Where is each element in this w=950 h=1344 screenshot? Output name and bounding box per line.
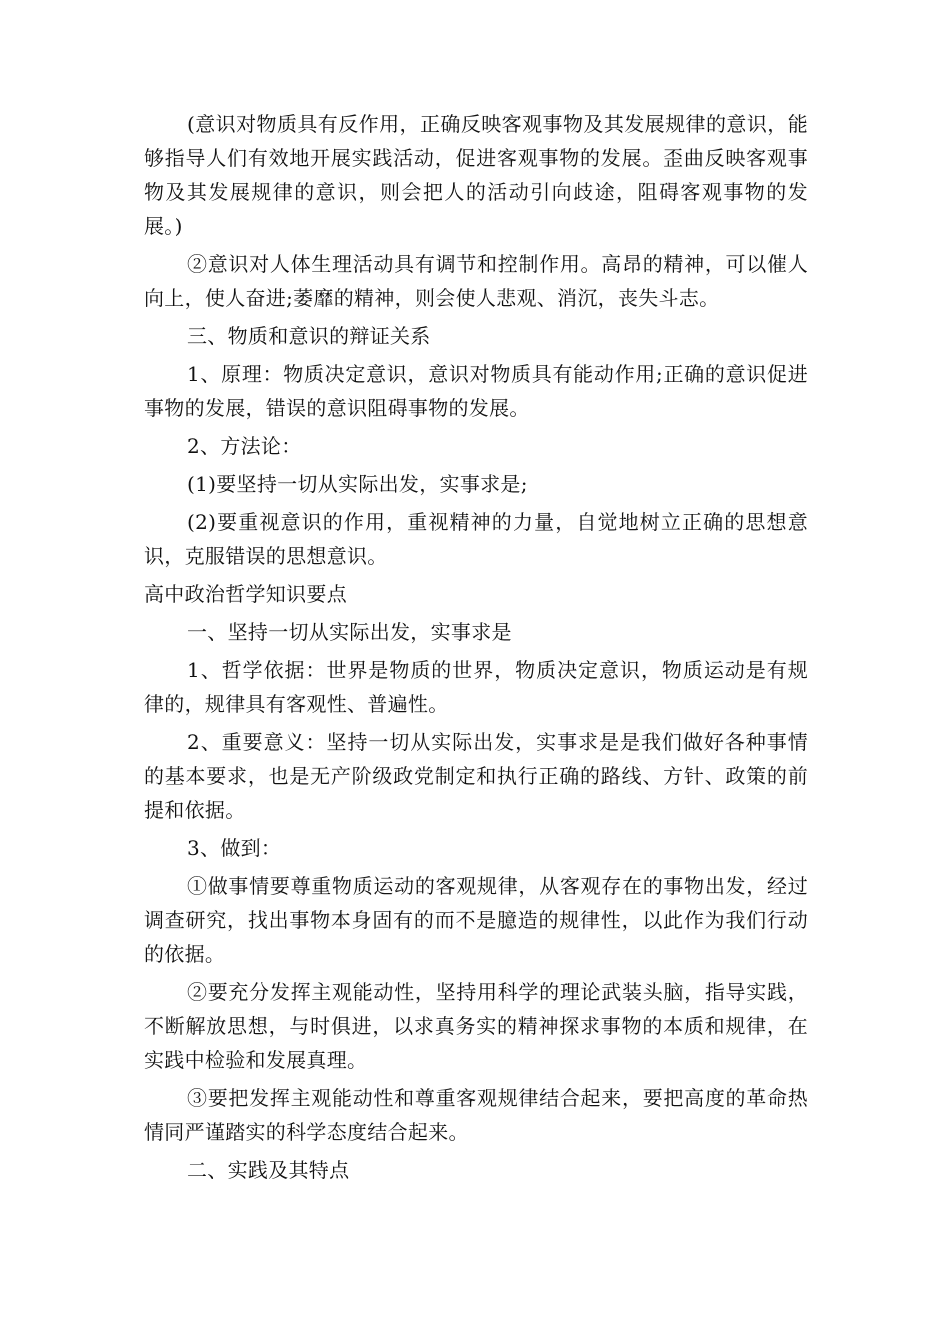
heading-dialectical-relation: 三、物质和意识的辩证关系 (187, 324, 431, 348)
paragraph-achieve-label: 3、做到： (187, 836, 282, 860)
paragraph-principle: 1、原理：物质决定意识，意识对物质具有能动作用;正确的意识促进事物的发展，错误的意识阻碍事物的发展。 (144, 362, 808, 420)
paragraph-significance: 2、重要意义：坚持一切从实际出发，实事求是是我们做好各种事情的基本要求，也是无产阶级政党制定和执行正确的路线、方针、政策的前提和依据。 (144, 730, 808, 822)
paragraph-achieve-item-2: ②要充分发挥主观能动性，坚持用科学的理论武装头脑，指导实践，不断解放思想，与时俱进，以求真务实的精神探求事物的本质和规律，在实践中检验和发展真理。 (144, 980, 808, 1072)
paragraph-philosophical-basis: 1、哲学依据：世界是物质的世界，物质决定意识，物质运动是有规律的，规律具有客观性、普遍性。 (144, 658, 808, 716)
heading-seek-truth: 一、坚持一切从实际出发，实事求是 (187, 620, 512, 644)
paragraph-methodology-item-1: (1)要坚持一切从实际出发，实事求是; (187, 472, 528, 496)
paragraph-achieve-item-3: ③要把发挥主观能动性和尊重客观规律结合起来，要把高度的革命热情同严谨踏实的科学态度结合起来。 (144, 1086, 808, 1144)
paragraph-achieve-item-1: ①做事情要尊重物质运动的客观规律，从客观存在的事物出发，经过调查研究，找出事物本身固有的而不是臆造的规律性，以此作为我们行动的依据。 (144, 874, 808, 966)
paragraph-methodology-item-2: (2)要重视意识的作用，重视精神的力量，自觉地树立正确的思想意识，克服错误的思想意识。 (144, 510, 808, 568)
paragraph-consciousness-reaction: (意识对物质具有反作用，正确反映客观事物及其发展规律的意识，能够指导人们有效地开展实践活动，促进客观事物的发展。歪曲反映客观事物及其发展规律的意识，则会把人的活动引向歧途，阻碍客观事物的发展。) (144, 112, 808, 238)
section-title: 高中政治哲学知识要点 (144, 582, 347, 606)
document-page (144, 107, 808, 1191)
paragraph-physiology-regulation: ②意识对人体生理活动具有调节和控制作用。高昂的精神，可以催人向上，使人奋进;萎靡的精神，则会使人悲观、消沉，丧失斗志。 (144, 252, 808, 310)
heading-practice: 二、实践及其特点 (187, 1158, 350, 1182)
paragraph-methodology-label: 2、方法论： (187, 434, 302, 458)
